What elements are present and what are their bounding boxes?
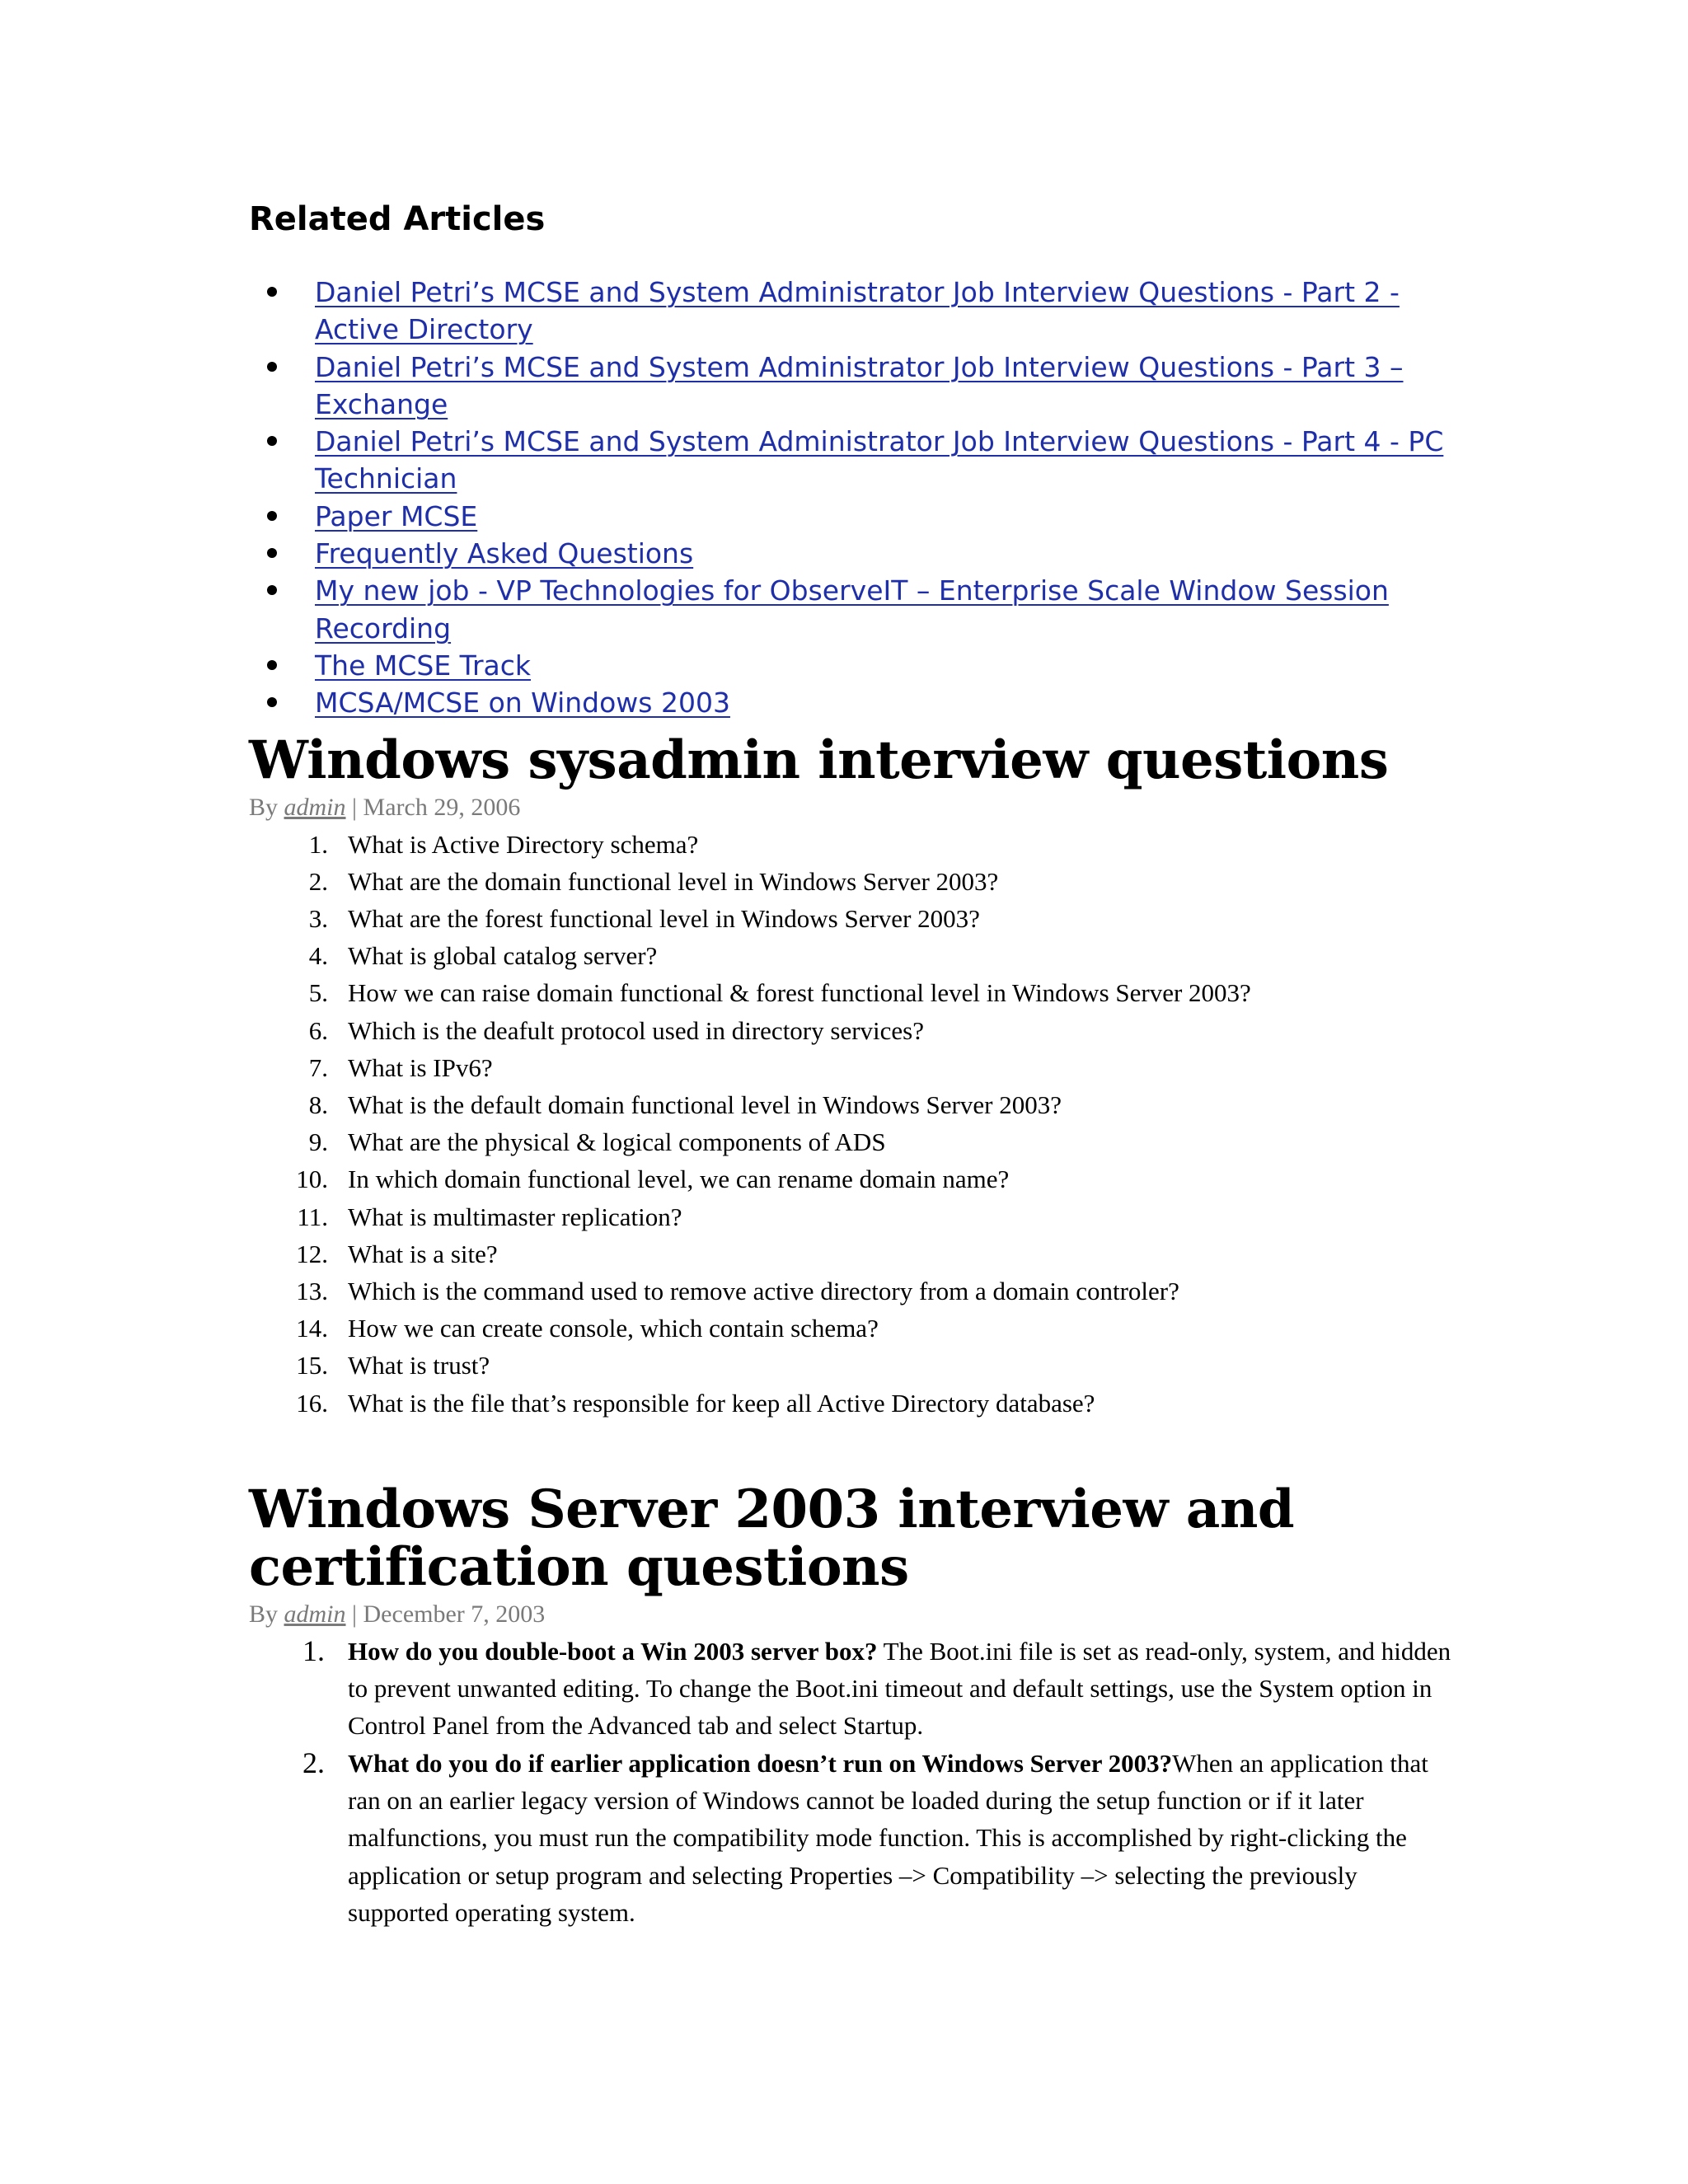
question-text: What is the default domain functional level in Windows Server 2003? [348,1090,1062,1119]
question-item [249,1012,1452,1049]
question-item [249,1272,1452,1310]
meta-by: By [249,1600,284,1628]
list-item [249,535,1452,572]
question-item [249,1347,1452,1384]
question-text: What is multimaster replication? [348,1202,682,1231]
related-link-faq[interactable]: Frequently Asked Questions [315,537,694,570]
question-text: What are the domain functional level in Windows Server 2003? [348,866,999,896]
related-link-part-3[interactable]: Daniel Petri’s MCSE and System Administrator Job Interview Questions - Part 3 – Exchange [315,350,1404,420]
question-number: 15. [296,1351,328,1380]
question-item [249,1049,1452,1086]
document-page [249,196,1452,1931]
question-item [249,937,1452,974]
question-list [249,1633,1452,1931]
related-articles-list [249,274,1452,722]
question-number: 4. [308,941,328,971]
question-number: 3. [308,903,328,933]
question-text: What is IPv6? [348,1052,493,1082]
related-link-part-2[interactable]: Daniel Petri’s MCSE and System Administrator Job Interview Questions - Part 2 - Active Directory [315,276,1400,346]
author-link[interactable]: admin [284,793,346,821]
bullet-icon [267,287,277,297]
answer-text: When an application that ran on an earlier legacy version of Windows cannot be loaded during the setup function or if it later malfunctions, you must run the compatibility mode function. This is accomplished by right-clicking the application or setup program and selecting Properties –> Compatibility –> selecting the previously supported operating system. [348,1748,1428,1927]
bullet-icon [267,697,277,707]
author-link[interactable]: admin [284,1600,346,1628]
bullet-icon [267,585,277,595]
bullet-icon [267,548,277,558]
list-item [249,684,1452,721]
question-text: What is trust? [348,1351,490,1380]
article-sysadmin-questions [249,729,1452,1422]
question-text: Which is the command used to remove active directory from a domain controler? [348,1277,1179,1305]
article-meta [249,791,1452,824]
related-link-new-job[interactable]: My new job - VP Technologies for ObserveIT – Enterprise Scale Window Session Recording [315,574,1389,644]
question-item [249,1123,1452,1160]
question-text: How we can create console, which contain schema? [348,1314,879,1343]
bullet-icon [267,511,277,521]
question-item [249,1633,1452,1745]
related-link-mcsa-mcse-2003[interactable]: MCSA/MCSE on Windows 2003 [315,687,730,719]
list-item [249,274,1452,349]
question-number: 10. [296,1165,328,1194]
list-item [249,647,1452,684]
question-number: 5. [308,978,328,1008]
question-text: In which domain functional level, we can rename domain name? [348,1165,1010,1194]
bullet-icon [267,436,277,446]
question-text: Which is the deafult protocol used in directory services? [348,1015,924,1045]
question-item [249,826,1452,863]
question-item [249,900,1452,937]
question-text: What is the file that’s responsible for keep all Active Directory database? [348,1388,1095,1418]
question-number: 14. [296,1314,328,1343]
list-item [249,498,1452,535]
question-text: What are the forest functional level in Windows Server 2003? [348,903,980,933]
question-number: 1. [308,829,328,859]
question-bold-text: What do you do if earlier application doesn’t run on Windows Server 2003? [348,1748,1173,1778]
question-number: 1. [302,1633,325,1667]
bullet-icon [267,660,277,670]
question-text: What is a site? [348,1239,498,1268]
question-item [249,1086,1452,1123]
question-item [249,1235,1452,1272]
question-list [249,826,1452,1422]
related-link-paper-mcse[interactable]: Paper MCSE [315,499,478,532]
meta-by: By [249,793,284,821]
related-articles-heading: Related Articles [249,200,546,238]
meta-date: | December 7, 2003 [345,1600,546,1628]
question-text: How we can raise domain functional & forest functional level in Windows Server 2003? [348,978,1251,1008]
related-link-part-4[interactable]: Daniel Petri’s MCSE and System Administrator Job Interview Questions - Part 4 - PC Technician [315,425,1444,495]
question-item [249,863,1452,900]
answer-text: The Boot.ini file is set as read-only, system, and hidden to prevent unwanted editing. To change the Boot.ini timeout and default settings, use the System option in Control Panel from the Advanced tab and select Startup. [348,1636,1451,1741]
question-number: 9. [308,1127,328,1157]
question-bold-text: How do you double-boot a Win 2003 server box? [348,1636,878,1666]
article-meta [249,1598,1452,1631]
list-item [249,349,1452,424]
question-number: 12. [296,1239,328,1268]
list-item [249,423,1452,498]
question-text: What is Active Directory schema? [348,829,699,859]
question-item [249,974,1452,1011]
question-number: 11. [297,1202,328,1231]
meta-date: | March 29, 2006 [345,793,521,821]
question-number: 6. [308,1015,328,1045]
question-item [249,1310,1452,1347]
question-number: 16. [296,1388,328,1418]
question-number: 2. [302,1746,325,1779]
question-item [249,1385,1452,1422]
bullet-icon [267,362,277,372]
question-number: 7. [308,1052,328,1082]
related-link-mcse-track[interactable]: The MCSE Track [315,649,532,682]
list-item [249,572,1452,647]
question-item [249,1160,1452,1197]
article-title: Windows Server 2003 interview and certification questions [249,1478,1295,1598]
question-item [249,1745,1452,1931]
question-text: What are the physical & logical components of ADS [348,1127,886,1157]
question-item [249,1198,1452,1235]
question-text: What is global catalog server? [348,941,658,971]
article-win2003-questions [249,1478,1452,1931]
article-title: Windows sysadmin interview questions [249,729,1389,791]
question-number: 13. [296,1277,328,1305]
question-number: 2. [308,866,328,896]
question-number: 8. [308,1090,328,1119]
